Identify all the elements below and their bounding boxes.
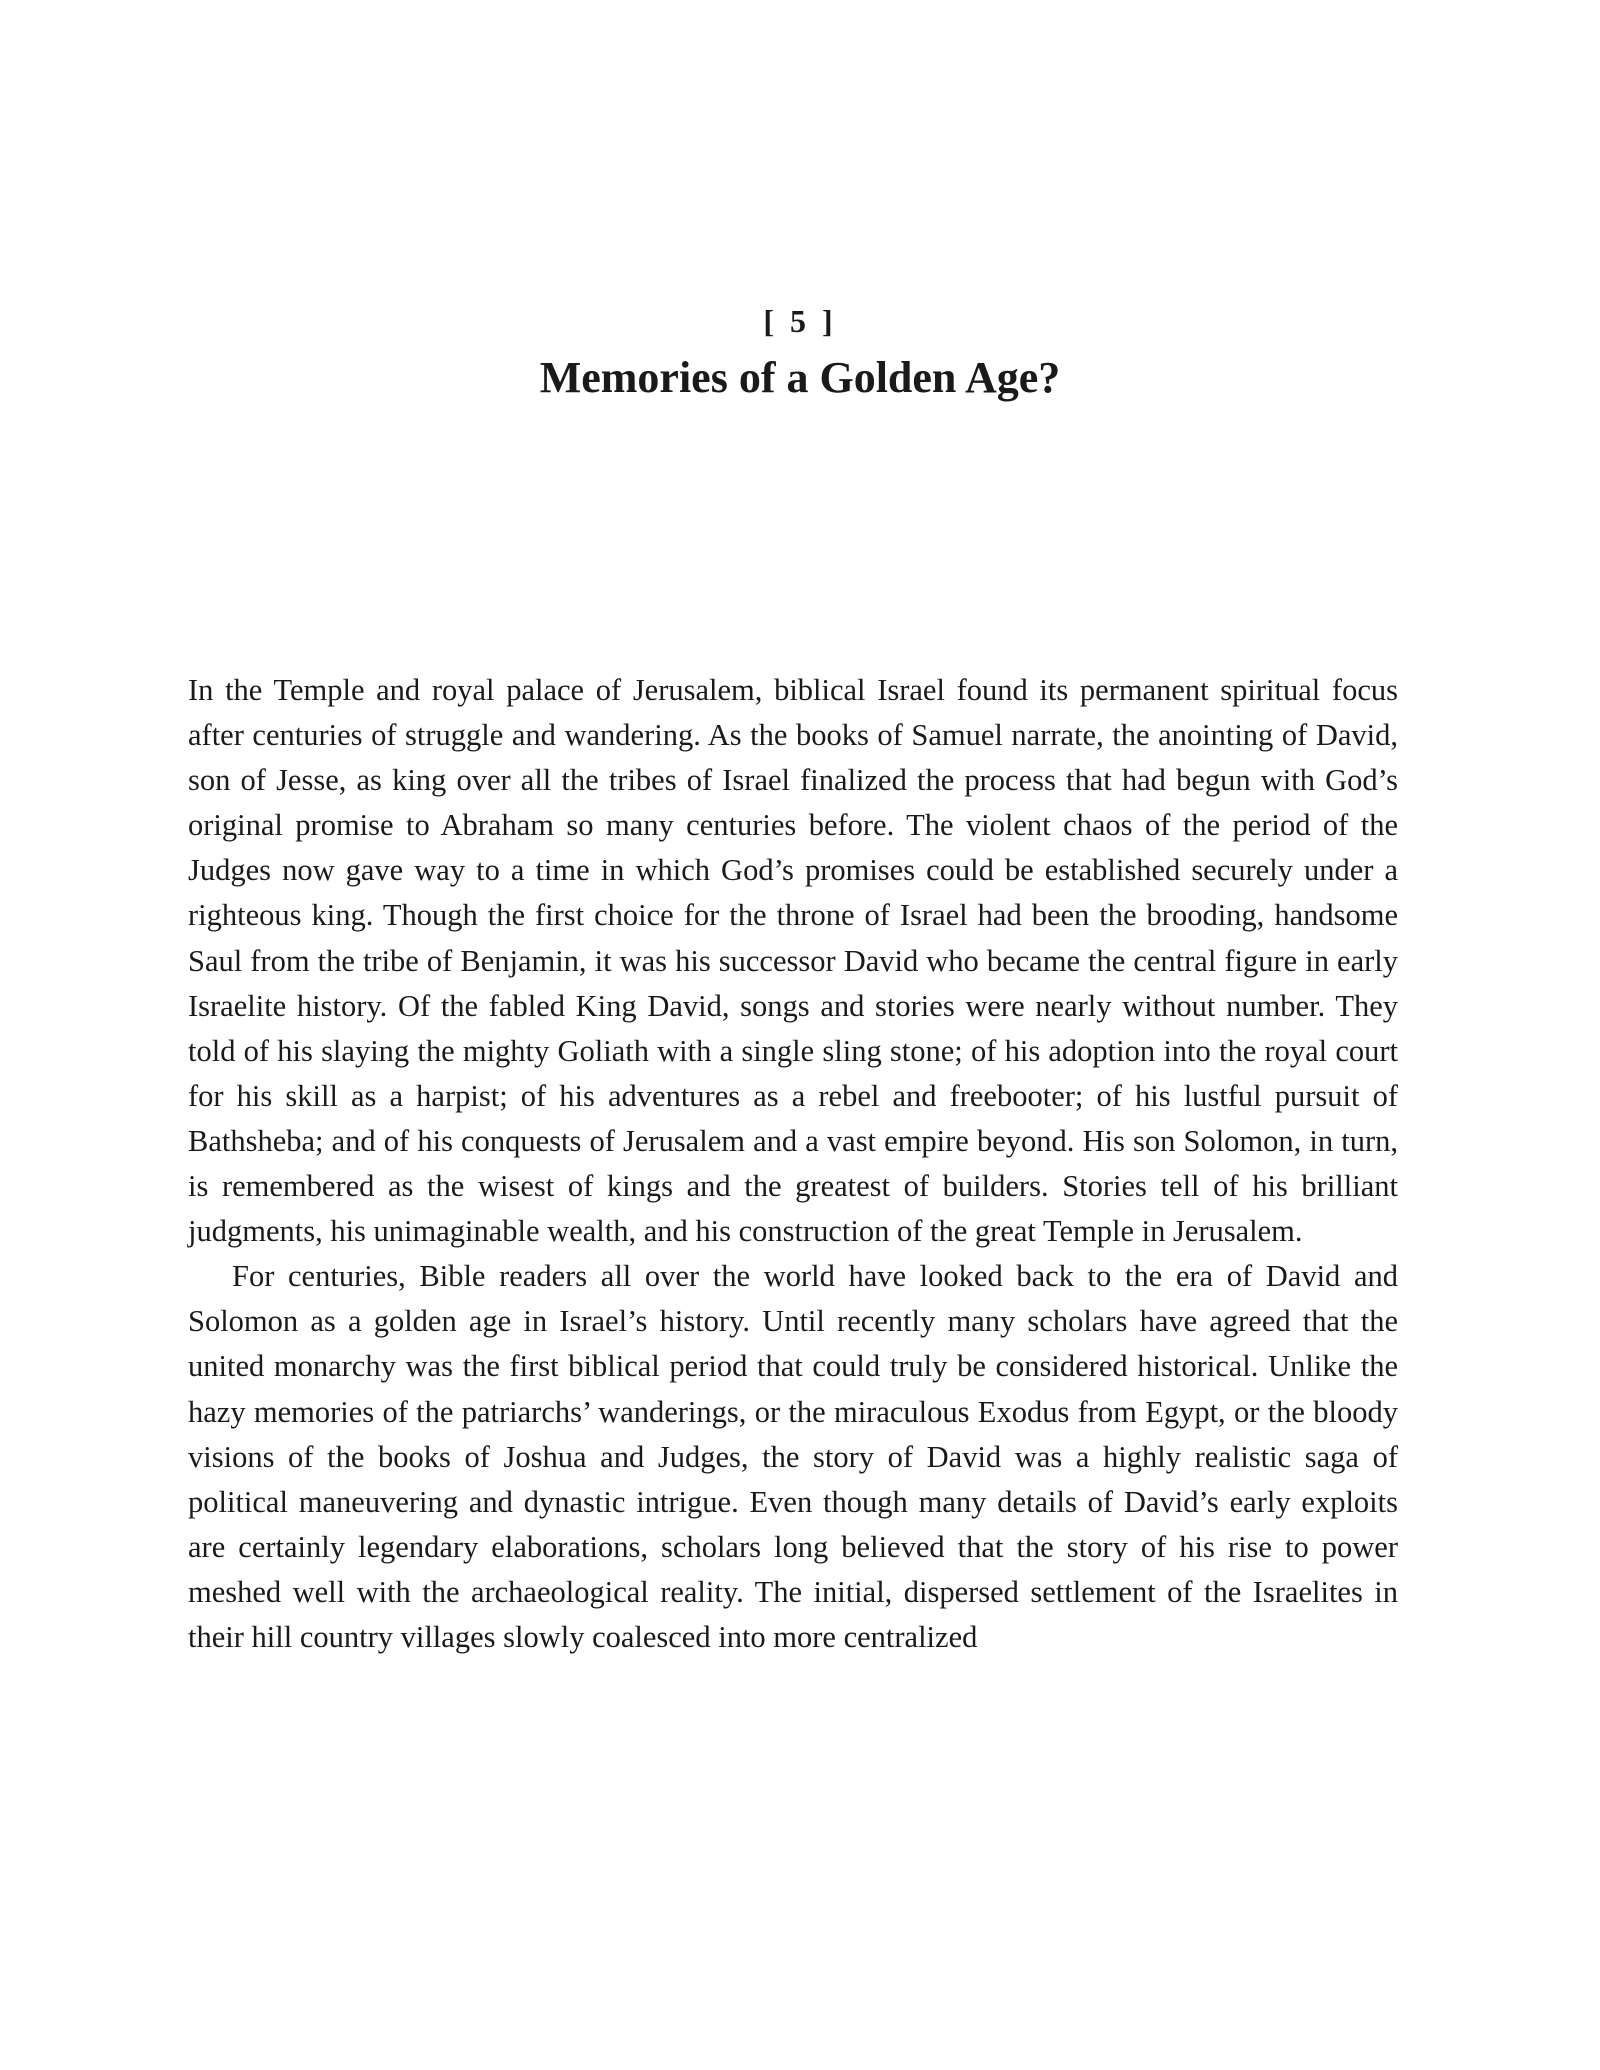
chapter-title: Memories of a Golden Age? [539, 353, 1061, 402]
chapter-number: [ 5 ] [763, 303, 837, 339]
paragraph: In the Temple and royal palace of Jerusalem, biblical Israel found its permanent spiritual focus after centuries of struggle and wandering. As the books of Samuel narrate, the anointing of David, son of Jesse, as king over all the tribes of Israel finalized the process that had begun with God’s original promise to Abraham so many centuries before. The violent chaos of the period of the Judges now gave way to a time in which God’s promises could be established securely under a righteous king. Though the first choice for the throne of Israel had been the brooding, handsome Saul from the tribe of Benjamin, it was his successor David who became the central figure in early Israelite history. Of the fabled King David, songs and stories were nearly without number. They told of his slaying the mighty Goliath with a single sling stone; of his adoption into the royal court for his skill as a harpist; of his adventures as a rebel and freebooter; of his lustful pursuit of Bathsheba; and of his conquests of Jerusalem and a vast empire beyond. His son Solomon, in turn, is remembered as the wisest of kings and the greatest of builders. Stories tell of his brilliant judgments, his unimaginable wealth, and his construction of the great Temple in Jerusalem. [188, 673, 1398, 1249]
paragraph: For centuries, Bible readers all over the world have looked back to the era of David and Solomon as a golden age in Israel’s history. Until recently many scholars have agreed that the united monarchy was the first biblical period that could truly be considered historical. Unlike the hazy memories of the patriarchs’ wanderings, or the miraculous Exodus from Egypt, or the bloody visions of the books of Joshua and Judges, the story of David was a highly realistic saga of political maneuvering and dynastic intrigue. Even though many details of David’s early exploits are certainly legendary elaborations, scholars long believed that the story of his rise to power meshed well with the archaeological reality. The initial, dispersed settlement of the Israelites in their hill country villages slowly coalesced into more centralized [188, 1259, 1398, 1654]
body-text [188, 668, 1398, 1660]
